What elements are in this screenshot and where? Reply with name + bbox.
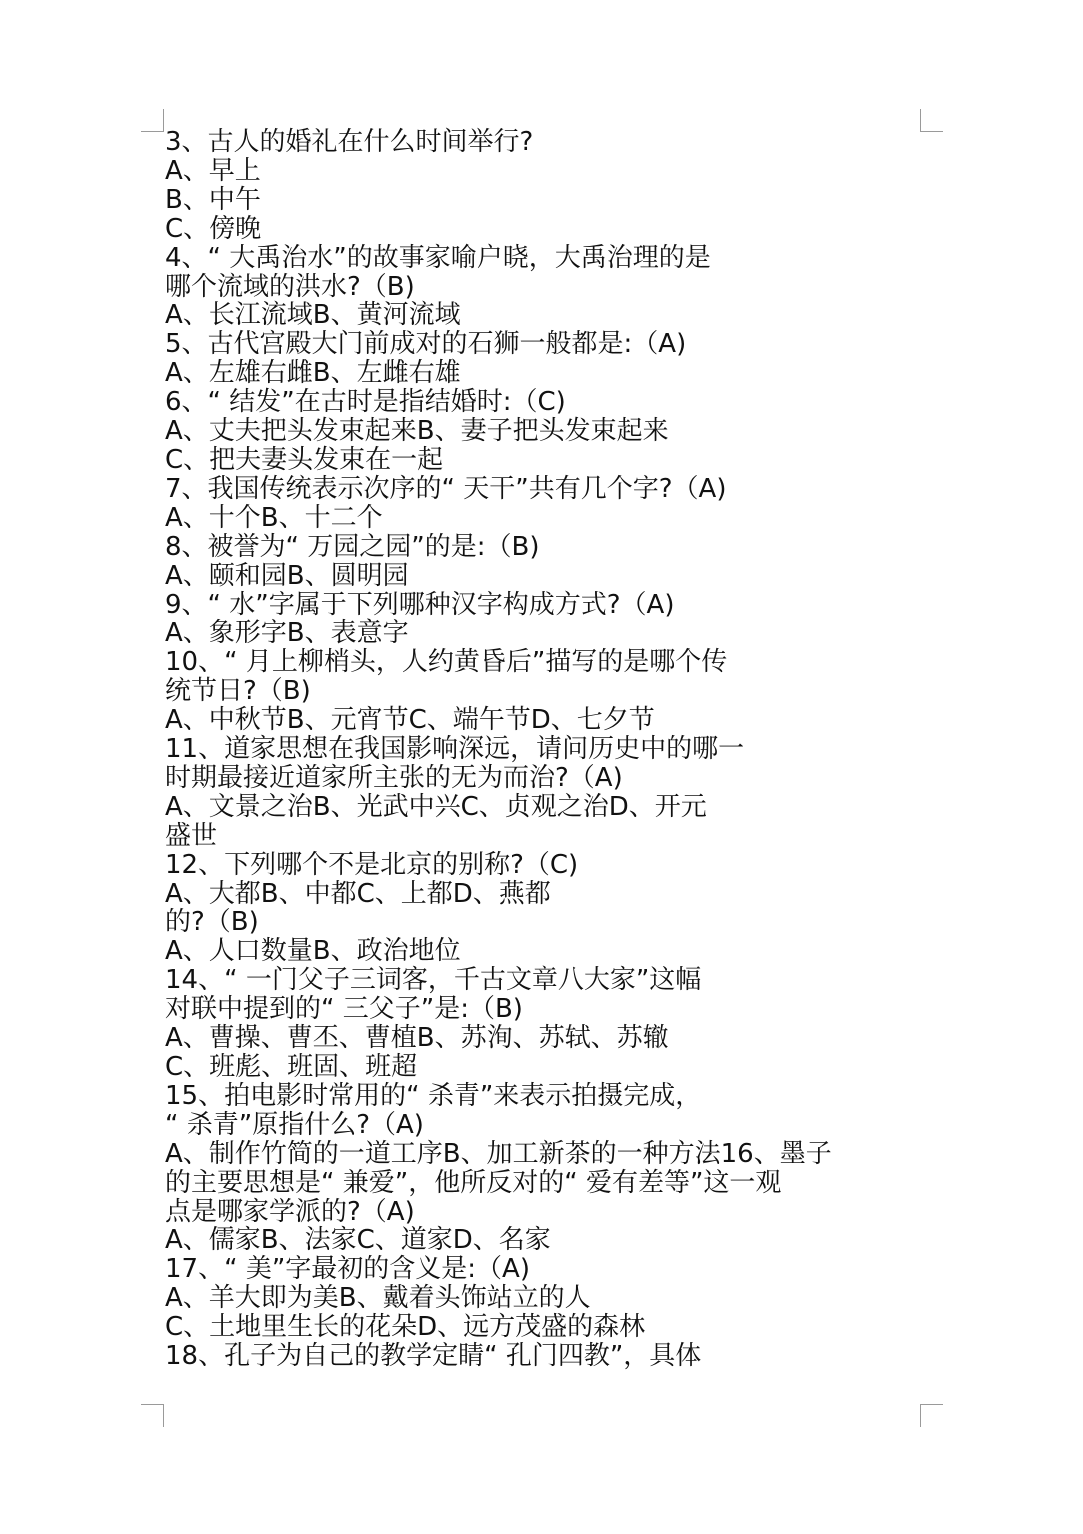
option-line: C、土地里生长的花朵D、远方茂盛的森林: [165, 1312, 646, 1343]
option-line: A、文景之治B、光武中兴C、贞观之治D、开元: [165, 791, 707, 822]
option-line: C、班彪、班固、班超: [165, 1052, 418, 1082]
option-line: A、左雄右雌B、左雌右雄: [165, 358, 461, 389]
option-line: A、丈夫把头发束起来B、妻子把头发束起来: [165, 416, 669, 447]
question-line: 17、“ 美”字最初的含义是:（A): [165, 1254, 530, 1285]
document-body: [165, 128, 925, 1371]
option-line: A、颐和园B、圆明园: [165, 560, 409, 591]
question-line: “ 杀青”原指什么?（A): [165, 1109, 424, 1140]
question-line: 的?（B): [165, 907, 259, 938]
option-line: C、傍晚: [165, 213, 262, 244]
option-line: A、大都B、中都C、上都D、燕都: [165, 878, 551, 909]
option-line: A、人口数量B、政治地位: [165, 936, 461, 967]
question-line: 5、古代宫殿大门前成对的石狮一般都是:（A): [165, 329, 687, 360]
question-line: 3、古人的婚礼在什么时间举行?: [165, 127, 534, 157]
crop-mark-top-left: [141, 109, 164, 132]
question-line: 12、下列哪个不是北京的别称?（C): [165, 849, 579, 880]
option-line: A、羊大即为美B、戴着头饰站立的人: [165, 1283, 591, 1314]
question-line: 11、道家思想在我国影响深远，请问历史中的哪一: [165, 734, 745, 765]
question-line: 6、“ 结发”在古时是指结婚时:（C): [165, 387, 566, 418]
question-line: 8、被誉为“ 万园之园”的是:（B): [165, 531, 540, 562]
question-line: 7、我国传统表示次序的“ 天干”共有几个字?（A): [165, 473, 727, 504]
option-line: A、象形字B、表意字: [165, 618, 409, 649]
question-line: 18、孔子为自己的教学定睛“ 孔门四教”，具体: [165, 1341, 702, 1372]
option-line: A、早上: [165, 155, 261, 186]
question-line: 时期最接近道家所主张的无为而治?（A): [165, 762, 623, 793]
option-line: A、十个B、十二个: [165, 502, 383, 533]
option-line: 盛世: [165, 820, 218, 851]
question-line: 对联中提到的“ 三父子”是:（B): [165, 994, 523, 1025]
question-line: 点是哪家学派的?（A): [165, 1196, 415, 1227]
question-line: 10、“ 月上柳梢头，人约黄昏后”描写的是哪个传: [165, 647, 728, 678]
crop-mark-bottom-left: [141, 1404, 164, 1427]
option-line: A、曹操、曹丕、曹植B、苏洵、苏轼、苏辙: [165, 1023, 669, 1054]
option-line: A、中秋节B、元宵节C、端午节D、七夕节: [165, 705, 655, 736]
option-line: A、长江流域B、黄河流域: [165, 300, 461, 331]
option-line: C、把夫妻头发束在一起: [165, 444, 444, 475]
option-line: A、儒家B、法家C、道家D、名家: [165, 1225, 551, 1256]
question-line: 14、“ 一门父子三词客，千古文章八大家”这幅: [165, 965, 702, 996]
question-line: 15、拍电影时常用的“ 杀青”来表示拍摄完成，: [165, 1080, 702, 1111]
question-line: 哪个流域的洪水?（B): [165, 271, 415, 302]
question-line: 9、“ 水”字属于下列哪种汉字构成方式?（A): [165, 589, 675, 620]
question-line: 的主要思想是“ 兼爱”，他所反对的“ 爱有差等”这一观: [165, 1167, 782, 1198]
option-line: B、中午: [165, 184, 261, 215]
option-line: A、制作竹简的一道工序B、加工新茶的一种方法16、墨子: [165, 1138, 832, 1169]
crop-mark-bottom-right: [920, 1404, 943, 1427]
question-line: 统节日?（B): [165, 676, 311, 707]
question-line: 4、“ 大禹治水”的故事家喻户晓，大禹治理的是: [165, 242, 711, 273]
